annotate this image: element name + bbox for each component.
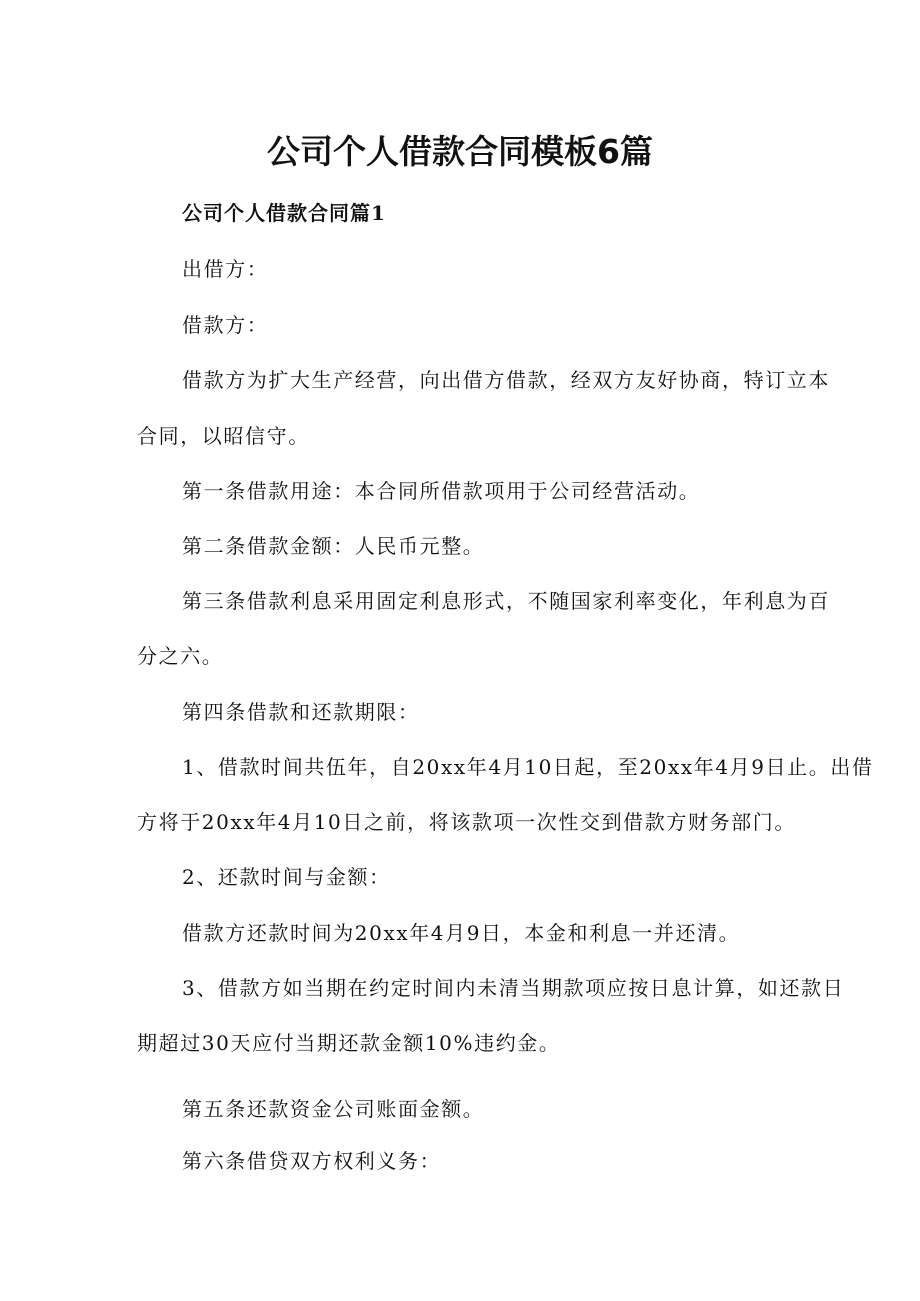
section-heading: 公司个人借款合同篇1 (182, 201, 386, 225)
paragraph-article-6: 第六条借贷双方权利义务： (182, 1149, 442, 1173)
paragraph-article-4: 第四条借款和还款期限： (182, 700, 420, 724)
paragraph-item-2: 2、还款时间与金额： (182, 865, 391, 889)
document-title: 公司个人借款合同模板6篇 (267, 132, 653, 171)
paragraph-lender: 出借方： (182, 257, 269, 281)
paragraph-item-1-line2: 方将于20xx年4月10日之前，将该款项一次性交到借款方财务部门。 (137, 810, 796, 834)
paragraph-item-1-line1: 1、借款时间共伍年，自20xx年4月10日起，至20xx年4月9日止。出借 (182, 755, 874, 779)
paragraph-preamble-line1: 借款方为扩大生产经营，向出借方借款，经双方友好协商，特订立本 (182, 368, 830, 392)
paragraph-item-3-line2: 期超过30天应付当期还款金额10%违约金。 (137, 1031, 561, 1055)
paragraph-article-2: 第二条借款金额：人民币元整。 (182, 534, 485, 558)
paragraph-article-3-line2: 分之六。 (137, 644, 224, 668)
paragraph-item-3-line1: 3、借款方如当期在约定时间内未清当期款项应按日息计算，如还款日 (182, 976, 845, 1000)
paragraph-preamble-line2: 合同，以昭信守。 (137, 424, 310, 448)
paragraph-repayment: 借款方还款时间为20xx年4月9日，本金和利息一并还清。 (182, 921, 741, 945)
paragraph-article-1: 第一条借款用途：本合同所借款项用于公司经营活动。 (182, 479, 701, 503)
paragraph-article-5: 第五条还款资金公司账面金额。 (182, 1097, 485, 1121)
paragraph-article-3-line1: 第三条借款利息采用固定利息形式，不随国家利率变化，年利息为百 (182, 589, 830, 613)
paragraph-borrower: 借款方： (182, 313, 269, 337)
